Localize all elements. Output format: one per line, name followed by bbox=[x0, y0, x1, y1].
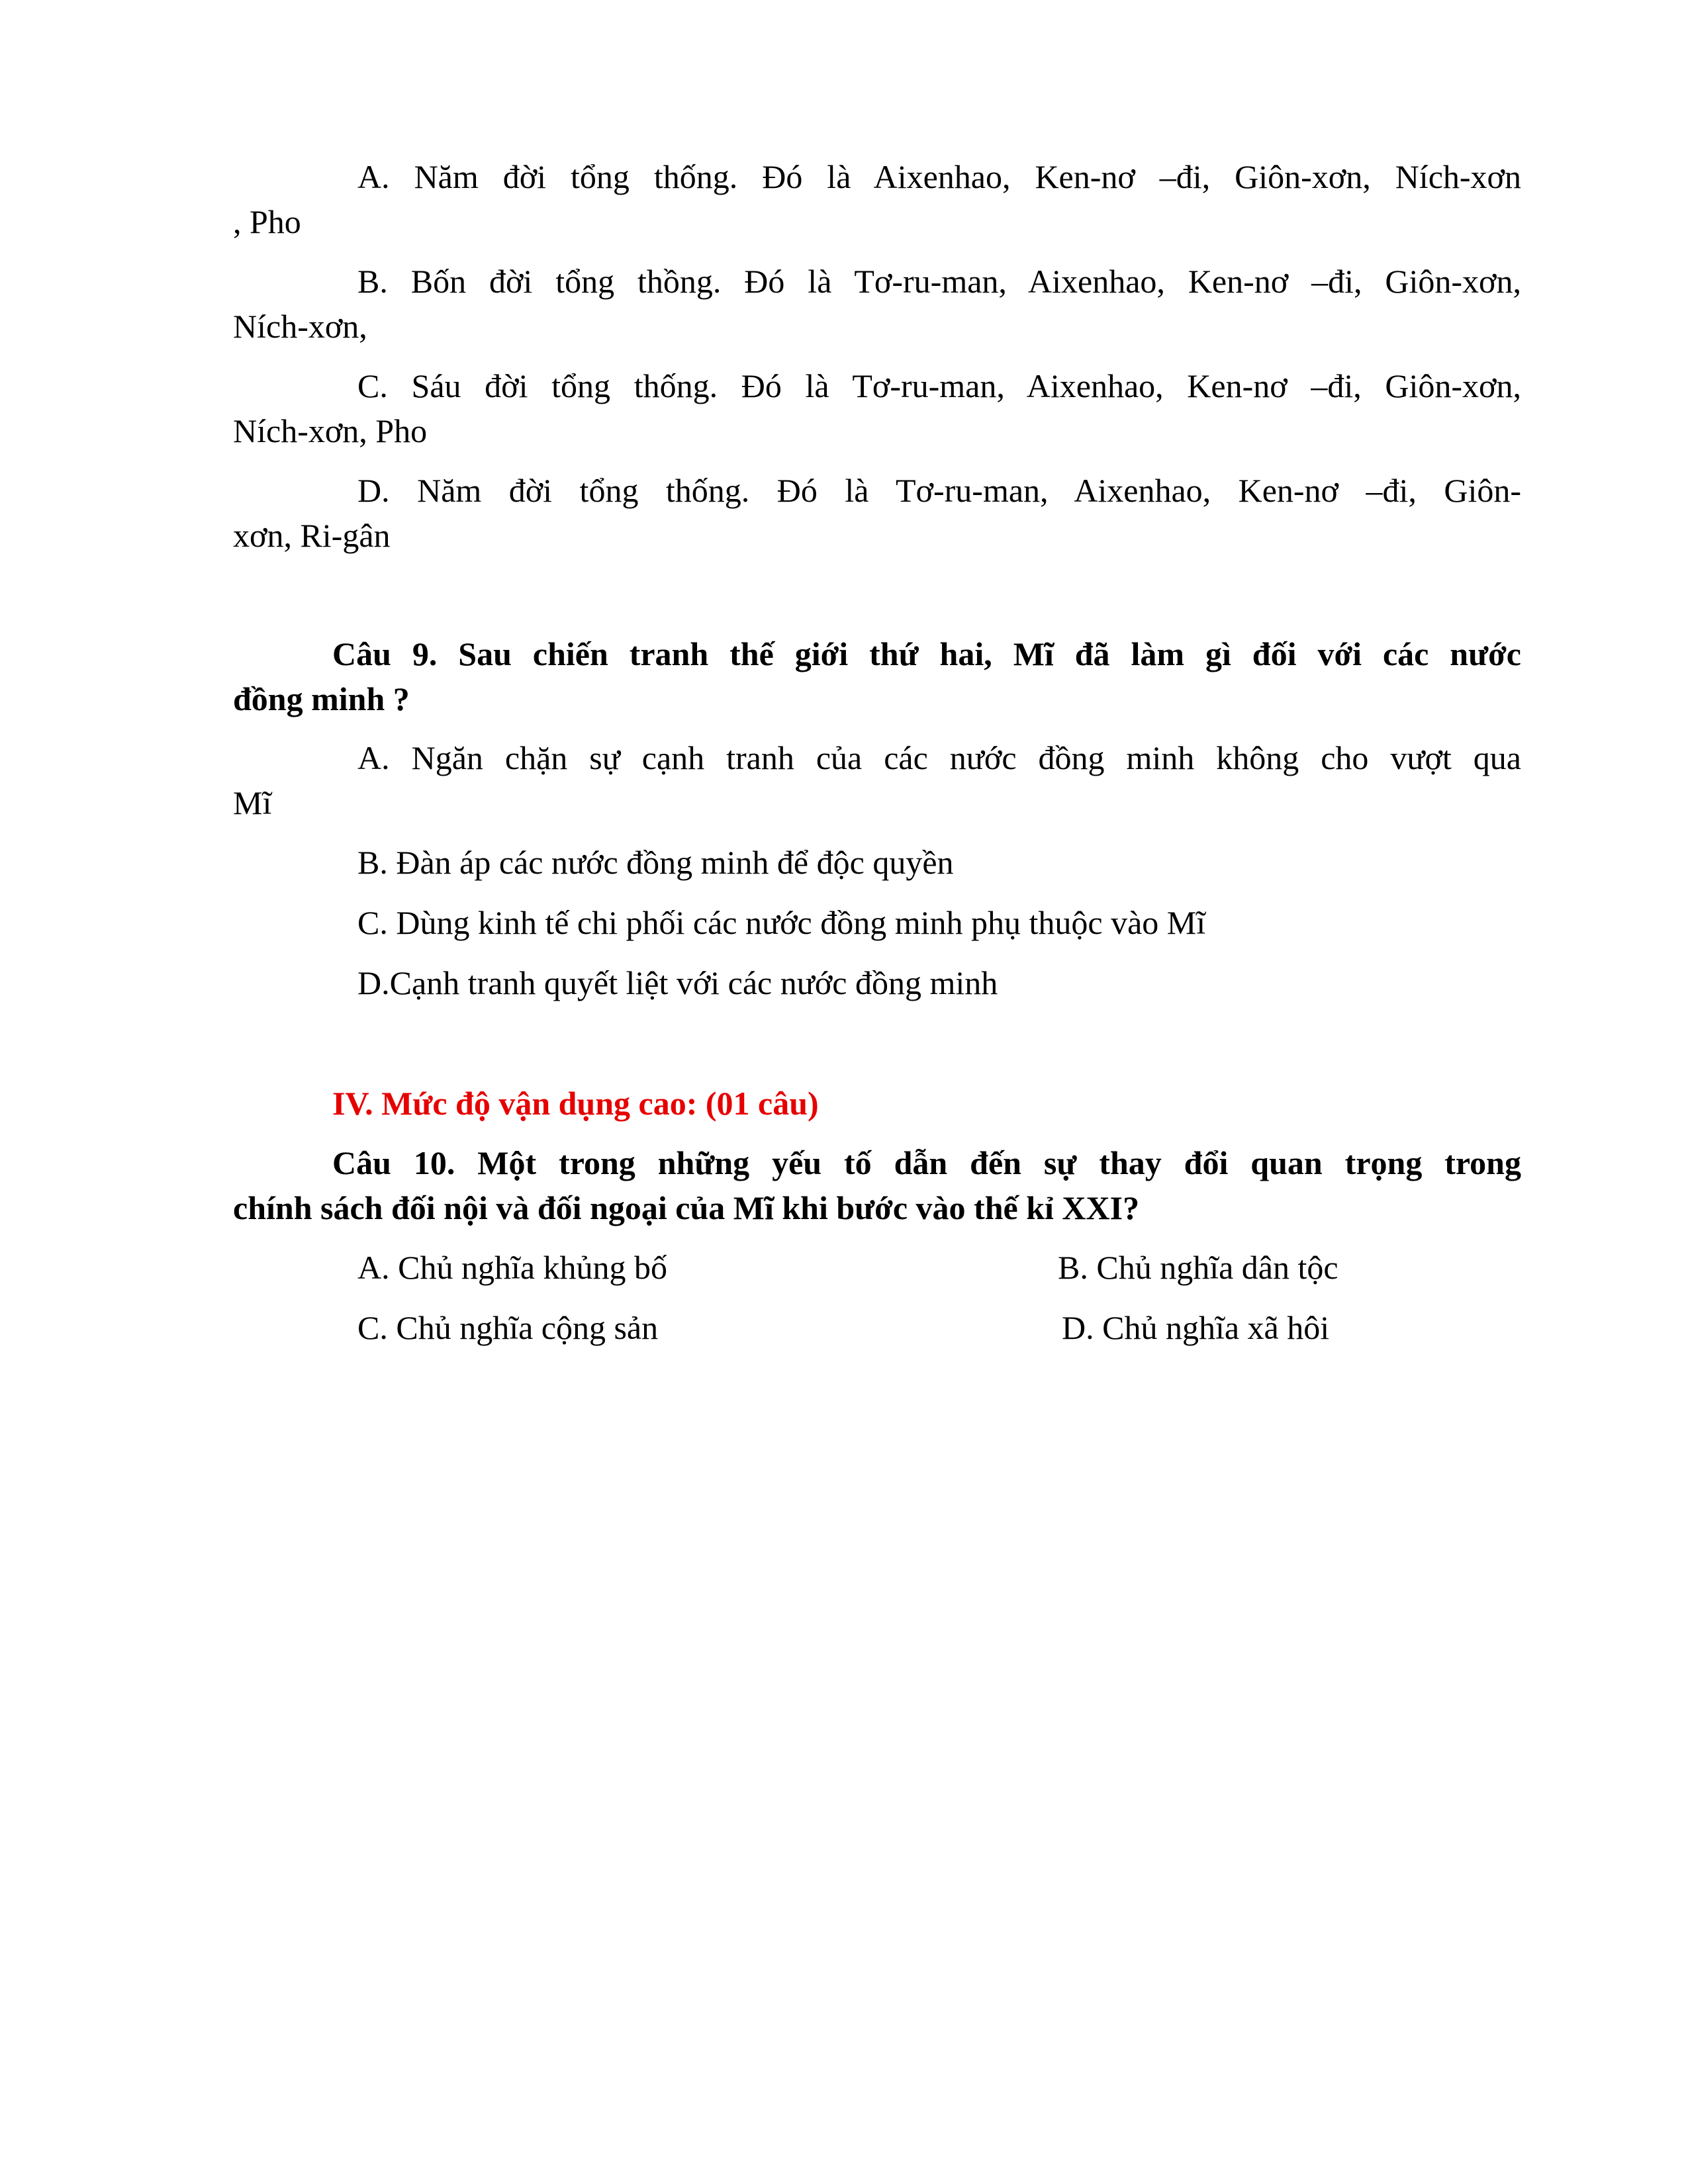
section-iv-heading: IV. Mức độ vận dụng cao: (01 câu) bbox=[332, 1085, 819, 1122]
q10-option-d: D. Chủ nghĩa xã hôi bbox=[1062, 1309, 1330, 1346]
q10-title-line1: Câu 10. Một trong những yếu tố dẫn đến sự thay đổi quan trọng trong bbox=[332, 1144, 1521, 1181]
q10-option-a: A. Chủ nghĩa khủng bố bbox=[357, 1249, 668, 1286]
q9-option-c: C. Dùng kinh tế chi phối các nước đồng minh phụ thuộc vào Mĩ bbox=[357, 904, 1206, 941]
q8-option-a-line2: , Pho bbox=[233, 203, 301, 240]
q8-option-d-line2: xơn, Ri-gân bbox=[233, 517, 391, 554]
q10-option-b: B. Chủ nghĩa dân tộc bbox=[1058, 1249, 1338, 1286]
q8-option-d-line1: D. Năm đời tổng thống. Đó là Tơ-ru-man, Aixenhao, Ken-nơ –đi, Giôn- bbox=[357, 472, 1521, 509]
q8-option-b-line2: Ních-xơn, bbox=[233, 308, 367, 345]
q9-option-a-line1: A. Ngăn chặn sự cạnh tranh của các nước đồng minh không cho vượt qua bbox=[357, 739, 1521, 776]
q10-title-line2: chính sách đối nội và đối ngoại của Mĩ khi bước vào thế kỉ XXI? bbox=[233, 1189, 1140, 1226]
q8-option-a-line1: A. Năm đời tổng thống. Đó là Aixenhao, Ken-nơ –đi, Giôn-xơn, Ních-xơn bbox=[357, 158, 1521, 195]
q9-option-a-line2: Mĩ bbox=[233, 784, 272, 821]
q8-option-c-line2: Ních-xơn, Pho bbox=[233, 412, 428, 449]
q8-option-c-line1: C. Sáu đời tổng thống. Đó là Tơ-ru-man, Aixenhao, Ken-nơ –đi, Giôn-xơn, bbox=[357, 367, 1521, 404]
q8-option-b-line1: B. Bốn đời tổng thồng. Đó là Tơ-ru-man, Aixenhao, Ken-nơ –đi, Giôn-xơn, bbox=[357, 263, 1521, 300]
q10-option-c: C. Chủ nghĩa cộng sản bbox=[357, 1309, 659, 1346]
q9-option-d: D.Cạnh tranh quyết liệt với các nước đồng minh bbox=[357, 964, 998, 1001]
q9-option-b: B. Đàn áp các nước đồng minh để độc quyền bbox=[357, 844, 954, 881]
q9-title-line1: Câu 9. Sau chiến tranh thế giới thứ hai, Mĩ đã làm gì đối với các nước bbox=[332, 635, 1521, 672]
q9-title-line2: đồng minh ? bbox=[233, 680, 410, 717]
